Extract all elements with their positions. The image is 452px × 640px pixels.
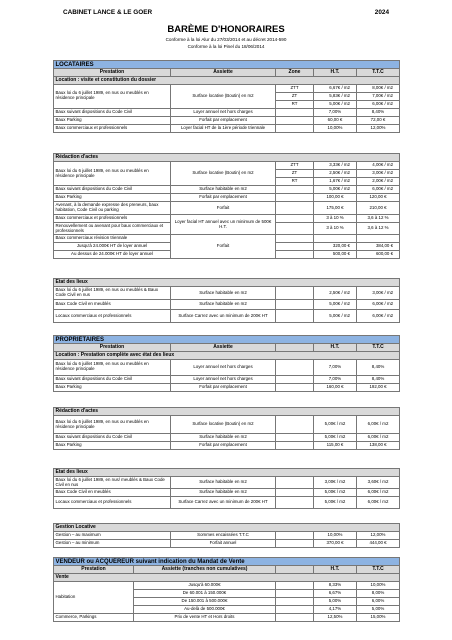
subsection-title: Vente (54, 573, 400, 581)
col-prestation: Prestation (54, 69, 171, 77)
table-row: Baux Code Civil en meublés Surface habitable en m2 5,00€ / m2 6,00€ / m2 (54, 300, 400, 310)
subtitle-pinel: Conforme à la loi Pinel du 18/06/2014 (187, 44, 265, 49)
table-row: Baux Parking Forfait par emplacement 100,00 € 120,00 € (54, 194, 400, 202)
page-header (63, 9, 389, 16)
page-title: BARÈME D'HONORAIRES (167, 24, 285, 35)
section-bar-vente: VENDEUR ou ACQUÉREUR suivant indication du Mandat de Vente (54, 558, 400, 566)
table-row: Gestion – au maximum Sommes encaissées T.T.C 10,00% 12,00% (54, 532, 400, 540)
col-zone: Zone (276, 69, 314, 77)
table-row: De 150.001 à 500.000€ 5,00% 6,00% (54, 597, 400, 605)
table-row: ZT 5,83€ / m2 7,00€ / m2 (54, 92, 400, 100)
table-row: Gestion – au minimum Forfait annuel 370,00 € 444,00 € (54, 540, 400, 548)
table-row: Baux loi du 6 juillet 1989, en nus ou meublés en résidence principale Surface locative (Boutin) en m2 ZTT 3,33€ / m2 4,00€ / m2 (54, 162, 400, 170)
table-row: Locaux commerciaux et professionnels Surface Carrez avec un minimum de 200€ HT 5,00€ / m2 6,00€ / m2 (54, 497, 400, 509)
table-row: Baux commerciaux révision triennale Forfait (54, 235, 400, 243)
subsection-title: État des lieux (54, 469, 400, 477)
table-row: RT 5,00€ / m2 6,00€ / m2 (54, 100, 400, 108)
table-row: Renouvellement ou avenant pour baux commerciaux et professionnels 3 à 10 % 3,6 à 12 % (54, 223, 400, 235)
table-row: Baux commerciaux et professionnels Loyer facial HT annuel avec un minimum de 500€ H.T. 3 à 10 % 3,6 à 12 % (54, 215, 400, 223)
table-row: Baux loi du 6 juillet 1989, en nus ou meublés en résidence principale Surface locative (Boutin) en m2 ZTT 6,67€ / m2 8,00€ / m2 (54, 84, 400, 92)
table-locataires-etat-des-lieux (53, 278, 400, 323)
subtitle-alur: Conforme à la loi Alur du 27/03/2014 et au décret 2014-590 (165, 37, 287, 42)
table-proprietaires-etat-des-lieux (53, 468, 400, 509)
table-row: Baux suivant dispositions du Code Civil Loyer annuel net hors charges 7,00% 8,40% (54, 108, 400, 116)
table-row: Baux Parking Forfait par emplacement 160,00 € 192,00 € (54, 383, 400, 391)
table-row: Jusqu'à 24.000€ HT de loyer annuel 320,00 € 384,00 € (54, 243, 400, 251)
subsection-title: Location : Prestation complète avec état des lieux (54, 351, 400, 359)
subsection-title: État des lieux (54, 279, 400, 287)
table-row: Baux loi du 6 juillet 1989, en nus ou meublés & Baux Code Civil en nus Surface habitable en m2 2,50€ / m2 3,00€ / m2 (54, 287, 400, 300)
table-gestion-locative (53, 523, 400, 548)
table-row: Baux Parking Forfait par emplacement 115,00 € 138,00 € (54, 442, 400, 450)
table-row: ZT 2,50€ / m2 3,00€ / m2 (54, 170, 400, 178)
table-row: Baux suivant dispositions du Code Civil Surface habitable en m2 5,00€ / m2 6,00€ / m2 (54, 434, 400, 442)
table-row: Au dessus de 24.000€ HT de loyer annuel 500,00 € 600,00 € (54, 251, 400, 259)
subsection-title: Rédaction d'actes (54, 154, 400, 162)
table-row: Locaux commerciaux et professionnels Surface Carrez avec un minimum de 200€ HT 5,00€ / m2 6,00€ / m2 (54, 310, 400, 323)
subsection-title: Gestion Locative (54, 524, 400, 532)
col-assiette: Assiette (171, 69, 276, 77)
subsection-title: Rédaction d'actes (54, 408, 400, 416)
table-row: Commerce, Parkings Prix de vente HT et Hors droits 12,50% 15,00% (54, 613, 400, 621)
table-row: RT 1,67€ / m2 2,00€ / m2 (54, 178, 400, 186)
table-row: Au-delà de 500.000€ 4,17% 5,00% (54, 605, 400, 613)
table-row: Baux Code Civil en meublés Surface habitable en m2 5,00€ / m2 6,00€ / m2 (54, 489, 400, 497)
table-proprietaires-redaction (53, 407, 400, 450)
table-row: Baux loi du 6 juillet 1989, en nus ou meublés en résidence principale Surface locative (Boutin) en m2 5,00€ / m2 6,00€ / m2 (54, 416, 400, 434)
agency-name: CABINET LANCE & LE GOER (63, 9, 153, 16)
table-row: Baux suivant dispositions du Code Civil Surface habitable en m2 5,00€ / m2 6,00€ / m2 (54, 186, 400, 194)
table-vente: VENDEUR ou ACQUÉREUR suivant indication du Mandat de Vente Prestation Assiette (tranches non cumulatives) H.T. T.T.C Vente Habitation Jusqu'à 60.000€ 8,33% 10,00% De 60.001 à 150.000€ 6,67% 8,00% De 150.001 à 500.000€ 5,00% 6,00% Au-delà de 500.000€ 4,17% 5,00% Commerce, Parkings Prix de vente HT et Hors droits 12,50% 15,00% (53, 557, 400, 622)
section-bar-proprietaires: PROPRIÉTAIRES (54, 336, 400, 344)
table-row: Baux commerciaux et professionnels Loyer facial HT de la 1ère période triennale 10,00% 12,00% (54, 124, 400, 132)
table-locataires-visite (53, 60, 400, 133)
subsection-title: Location : visite et constitution du dossier (54, 76, 400, 84)
table-row: Avenant, à la demande expresse des preneurs, baux habitation, Code Civil ou parking Forfait 175,00 € 210,00 € (54, 202, 400, 215)
table-row: De 60.001 à 150.000€ 6,67% 8,00% (54, 589, 400, 597)
table-row: Baux loi du 6 juillet 1989, en nus/ meublés & Baux Code Civil en nus Surface habitable en m2 3,00€ / m2 3,60€ / m2 (54, 477, 400, 489)
table-row: Baux Parking Forfait par emplacement 60,00 € 72,00 € (54, 116, 400, 124)
table-row: Habitation Jusqu'à 60.000€ 8,33% 10,00% (54, 581, 400, 589)
table-locataires-redaction (53, 153, 400, 259)
year: 2024 (374, 9, 389, 16)
section-bar-locataires: LOCATAIRES (54, 61, 400, 69)
table-row: Baux suivant dispositions du Code Civil Loyer annuel net hors charges 7,00% 8,40% (54, 375, 400, 383)
col-ttc: T.T.C (357, 69, 400, 77)
col-ht: H.T. (314, 69, 357, 77)
table-row: Baux loi du 6 juillet 1989, en nus ou meublés en résidence principale Loyer annuel net hors charges 7,00% 8,40% (54, 359, 400, 375)
table-proprietaires-location: PROPRIÉTAIRES Prestation Assiette H.T. T.T.C Location : Prestation complète avec état des lieux Baux loi du 6 juillet 1989, en nus ou meublés en résidence principale Loyer annuel net hors charges 7,00% 8,40% Baux suivant dispositions du Code Civil Loyer annuel net hors charges 7,00% 8,40% Baux Parking Forfait par emplacement 160,00 € 192,00 € (53, 335, 400, 392)
